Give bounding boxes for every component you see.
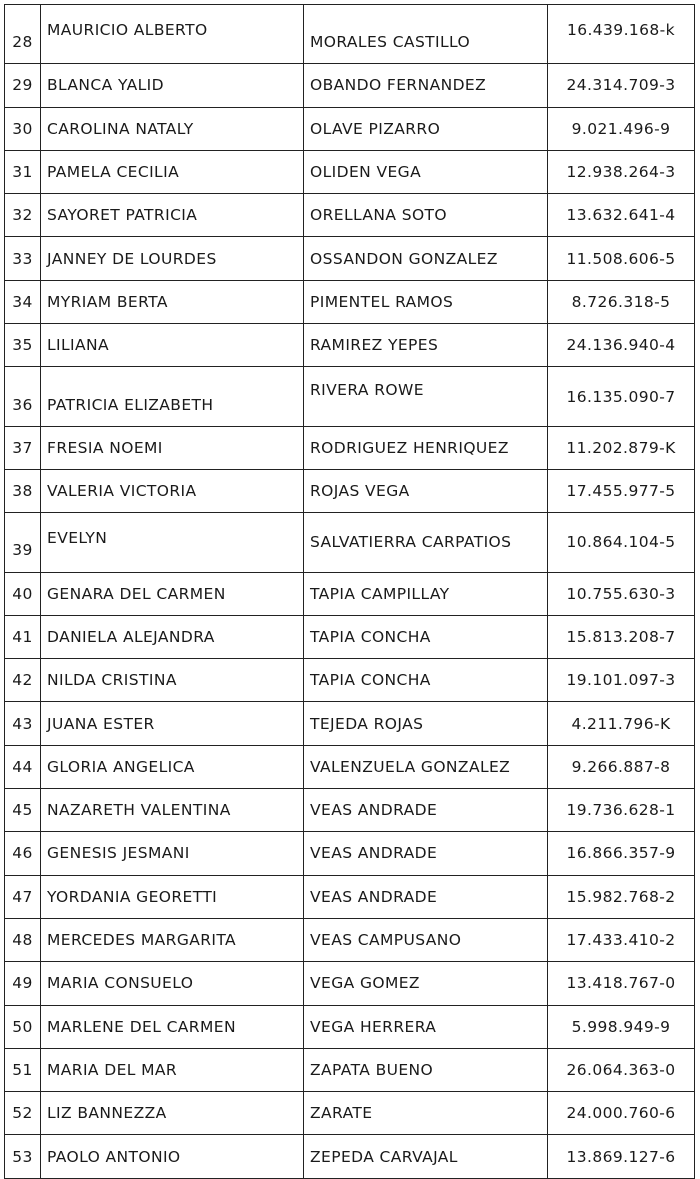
rut-cell: 9.266.887-8 <box>548 745 695 788</box>
table-row <box>5 5 695 64</box>
row-number: 32 <box>5 194 41 237</box>
given-names-cell: SAYORET PATRICIA <box>41 194 304 237</box>
given-names-cell: GENARA DEL CARMEN <box>41 572 304 615</box>
table-row <box>5 659 695 702</box>
table-row <box>5 367 695 426</box>
row-number: 50 <box>5 1005 41 1048</box>
given-names-cell: VALERIA VICTORIA <box>41 469 304 512</box>
rut-cell: 15.813.208-7 <box>548 615 695 658</box>
rut-cell: 24.136.940-4 <box>548 324 695 367</box>
given-names-cell: GENESIS JESMANI <box>41 832 304 875</box>
table-row <box>5 572 695 615</box>
rut-cell: 11.508.606-5 <box>548 237 695 280</box>
rut-cell: 16.866.357-9 <box>548 832 695 875</box>
rut-cell: 15.982.768-2 <box>548 875 695 918</box>
given-names-cell: JUANA ESTER <box>41 702 304 745</box>
given-names-cell: MARLENE DEL CARMEN <box>41 1005 304 1048</box>
table-row <box>5 513 695 572</box>
row-number: 36 <box>5 367 41 426</box>
surnames-cell: VALENZUELA GONZALEZ <box>304 745 548 788</box>
rut-cell: 10.864.104-5 <box>548 513 695 572</box>
surnames-cell: TAPIA CONCHA <box>304 659 548 702</box>
rut-cell: 17.433.410-2 <box>548 918 695 961</box>
rut-cell: 17.455.977-5 <box>548 469 695 512</box>
row-number: 28 <box>5 5 41 64</box>
given-names-cell: MARIA DEL MAR <box>41 1048 304 1091</box>
given-names-cell: JANNEY DE LOURDES <box>41 237 304 280</box>
rut-cell: 19.101.097-3 <box>548 659 695 702</box>
given-names-cell: MYRIAM BERTA <box>41 280 304 323</box>
surnames-cell: TAPIA CONCHA <box>304 615 548 658</box>
row-number: 30 <box>5 107 41 150</box>
surnames-cell: RAMIREZ YEPES <box>304 324 548 367</box>
given-names-cell: YORDANIA GEORETTI <box>41 875 304 918</box>
table-row <box>5 107 695 150</box>
table-row <box>5 469 695 512</box>
row-number: 51 <box>5 1048 41 1091</box>
surnames-cell: TEJEDA ROJAS <box>304 702 548 745</box>
table-row <box>5 280 695 323</box>
given-names-cell: MERCEDES MARGARITA <box>41 918 304 961</box>
row-number: 43 <box>5 702 41 745</box>
rut-cell: 13.869.127-6 <box>548 1135 695 1178</box>
row-number: 47 <box>5 875 41 918</box>
surnames-cell: ZEPEDA CARVAJAL <box>304 1135 548 1178</box>
rut-cell: 5.998.949-9 <box>548 1005 695 1048</box>
given-names-cell: MARIA CONSUELO <box>41 962 304 1005</box>
given-names-cell: LIZ BANNEZZA <box>41 1092 304 1135</box>
table-row <box>5 789 695 832</box>
table-row <box>5 1005 695 1048</box>
rut-cell: 8.726.318-5 <box>548 280 695 323</box>
surnames-cell: PIMENTEL RAMOS <box>304 280 548 323</box>
rut-cell: 11.202.879-K <box>548 426 695 469</box>
row-number: 45 <box>5 789 41 832</box>
row-number: 39 <box>5 513 41 572</box>
row-number: 37 <box>5 426 41 469</box>
row-number: 29 <box>5 64 41 107</box>
surnames-cell: OLIDEN VEGA <box>304 150 548 193</box>
row-number: 42 <box>5 659 41 702</box>
surnames-cell: RIVERA ROWE <box>304 367 548 426</box>
row-number: 53 <box>5 1135 41 1178</box>
surnames-cell: VEAS CAMPUSANO <box>304 918 548 961</box>
row-number: 49 <box>5 962 41 1005</box>
given-names-cell: CAROLINA NATALY <box>41 107 304 150</box>
row-number: 34 <box>5 280 41 323</box>
table-row <box>5 875 695 918</box>
row-number: 48 <box>5 918 41 961</box>
given-names-cell: PATRICIA ELIZABETH <box>41 367 304 426</box>
surnames-cell: ZARATE <box>304 1092 548 1135</box>
surnames-cell: TAPIA CAMPILLAY <box>304 572 548 615</box>
surnames-cell: VEAS ANDRADE <box>304 832 548 875</box>
surnames-cell: OBANDO FERNANDEZ <box>304 64 548 107</box>
row-number: 33 <box>5 237 41 280</box>
surnames-cell: OSSANDON GONZALEZ <box>304 237 548 280</box>
surnames-cell: VEGA GOMEZ <box>304 962 548 1005</box>
rut-cell: 24.000.760-6 <box>548 1092 695 1135</box>
surnames-cell: SALVATIERRA CARPATIOS <box>304 513 548 572</box>
rut-cell: 13.418.767-0 <box>548 962 695 1005</box>
table-row <box>5 324 695 367</box>
table-row <box>5 64 695 107</box>
given-names-cell: MAURICIO ALBERTO <box>41 5 304 64</box>
surnames-cell: ROJAS VEGA <box>304 469 548 512</box>
rut-cell: 12.938.264-3 <box>548 150 695 193</box>
rut-cell: 16.135.090-7 <box>548 367 695 426</box>
row-number: 38 <box>5 469 41 512</box>
row-number: 41 <box>5 615 41 658</box>
roster-table <box>4 4 695 1179</box>
rut-cell: 19.736.628-1 <box>548 789 695 832</box>
rut-cell: 4.211.796-K <box>548 702 695 745</box>
surnames-cell: VEGA HERRERA <box>304 1005 548 1048</box>
row-number: 31 <box>5 150 41 193</box>
rut-cell: 13.632.641-4 <box>548 194 695 237</box>
table-row <box>5 1092 695 1135</box>
row-number: 44 <box>5 745 41 788</box>
rut-cell: 10.755.630-3 <box>548 572 695 615</box>
surnames-cell: MORALES CASTILLO <box>304 5 548 64</box>
table-row <box>5 1135 695 1178</box>
table-row <box>5 615 695 658</box>
given-names-cell: BLANCA YALID <box>41 64 304 107</box>
rut-cell: 26.064.363-0 <box>548 1048 695 1091</box>
row-number: 52 <box>5 1092 41 1135</box>
given-names-cell: NILDA CRISTINA <box>41 659 304 702</box>
surnames-cell: VEAS ANDRADE <box>304 875 548 918</box>
surnames-cell: ZAPATA BUENO <box>304 1048 548 1091</box>
table-row <box>5 962 695 1005</box>
given-names-cell: PAOLO ANTONIO <box>41 1135 304 1178</box>
table-row <box>5 194 695 237</box>
given-names-cell: FRESIA NOEMI <box>41 426 304 469</box>
surnames-cell: ORELLANA SOTO <box>304 194 548 237</box>
row-number: 40 <box>5 572 41 615</box>
rut-cell: 9.021.496-9 <box>548 107 695 150</box>
given-names-cell: NAZARETH VALENTINA <box>41 789 304 832</box>
table-row <box>5 426 695 469</box>
table-row <box>5 832 695 875</box>
given-names-cell: LILIANA <box>41 324 304 367</box>
given-names-cell: PAMELA CECILIA <box>41 150 304 193</box>
table-row <box>5 237 695 280</box>
given-names-cell: DANIELA ALEJANDRA <box>41 615 304 658</box>
table-row <box>5 1048 695 1091</box>
row-number: 46 <box>5 832 41 875</box>
given-names-cell: EVELYN <box>41 513 304 572</box>
surnames-cell: VEAS ANDRADE <box>304 789 548 832</box>
given-names-cell: GLORIA ANGELICA <box>41 745 304 788</box>
row-number: 35 <box>5 324 41 367</box>
roster-body <box>5 5 695 1179</box>
table-row <box>5 702 695 745</box>
table-row <box>5 745 695 788</box>
table-row <box>5 918 695 961</box>
table-row <box>5 150 695 193</box>
surnames-cell: RODRIGUEZ HENRIQUEZ <box>304 426 548 469</box>
surnames-cell: OLAVE PIZARRO <box>304 107 548 150</box>
rut-cell: 16.439.168-k <box>548 5 695 64</box>
rut-cell: 24.314.709-3 <box>548 64 695 107</box>
